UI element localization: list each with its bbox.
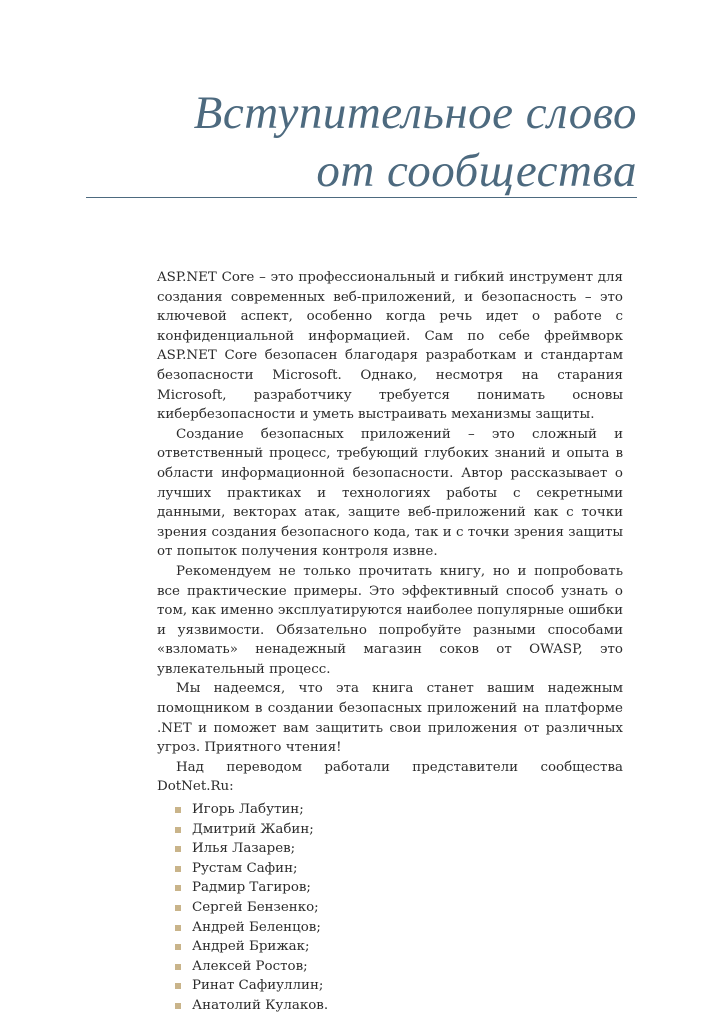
page-title bbox=[194, 84, 637, 200]
paragraph: ASP.NET Core – это профессиональный и гибкий инструмент для создания современных веб-приложений, и безопасность – это ключевой аспект, особенно когда речь идет о работе с конфиденциальной информацией. Сам по себе фреймворк ASP.NET Core безопасен благодаря разработкам и стандартам безопасности Microsoft. Однако, несмотря на старания Microsoft, разработчику требуется понимать основы кибербезопасности и уметь выстраивать механизмы защиты. bbox=[157, 270, 623, 423]
title-line-1: Вступительное слово bbox=[193, 87, 637, 139]
title-line-2: от сообщества bbox=[316, 145, 637, 197]
list-item: Радмир Тагиров; bbox=[157, 878, 623, 898]
list-item: Анатолий Кулаков. bbox=[157, 996, 623, 1016]
paragraph: Создание безопасных приложений – это сложный и ответственный процесс, требующий глубоких знаний и опыта в области информационной безопасности. Автор рассказывает о лучших практиках и технологиях работы с секретными данными, векторах атак, защите веб-приложений как с точки зрения создания безопасного кода, так и с точки зрения защиты от попыток получения контроля извне. bbox=[157, 426, 623, 560]
paragraph: Рекомендуем не только прочитать книгу, но и попробовать все практические примеры. Это эффективный способ узнать о том, как именно эксплуатируются наиболее популярные ошибки и уязвимости. Обязательно попробуйте разными способами «взломать» ненадежный магазин соков от OWASP, это увлекательный процесс. bbox=[157, 563, 623, 677]
list-item: Андрей Беленцов; bbox=[157, 918, 623, 938]
square-bullet-icon bbox=[175, 827, 181, 833]
square-bullet-icon bbox=[175, 866, 181, 872]
list-item: Илья Лазарев; bbox=[157, 839, 623, 859]
square-bullet-icon bbox=[175, 983, 181, 989]
square-bullet-icon bbox=[175, 807, 181, 813]
list-item: Игорь Лабутин; bbox=[157, 800, 623, 820]
list-item: Рустам Сафин; bbox=[157, 859, 623, 879]
title-divider bbox=[86, 197, 637, 198]
paragraph: Мы надеемся, что эта книга станет вашим надежным помощником в создании безопасных приложений на платформе .NET и поможет вам защитить свои приложения от различных угроз. Приятного чтения! bbox=[157, 681, 623, 756]
body-text bbox=[157, 268, 623, 1016]
list-item: Ринат Сафиуллин; bbox=[157, 976, 623, 996]
paragraph: Над переводом работали представители сообщества DotNet.Ru: bbox=[157, 759, 623, 795]
list-item: Алексей Ростов; bbox=[157, 957, 623, 977]
square-bullet-icon bbox=[175, 846, 181, 852]
square-bullet-icon bbox=[175, 1003, 181, 1009]
translator-list bbox=[157, 800, 623, 1016]
list-item: Сергей Бензенко; bbox=[157, 898, 623, 918]
list-item: Дмитрий Жабин; bbox=[157, 820, 623, 840]
square-bullet-icon bbox=[175, 925, 181, 931]
square-bullet-icon bbox=[175, 944, 181, 950]
square-bullet-icon bbox=[175, 964, 181, 970]
square-bullet-icon bbox=[175, 885, 181, 891]
list-item: Андрей Брижак; bbox=[157, 937, 623, 957]
square-bullet-icon bbox=[175, 905, 181, 911]
